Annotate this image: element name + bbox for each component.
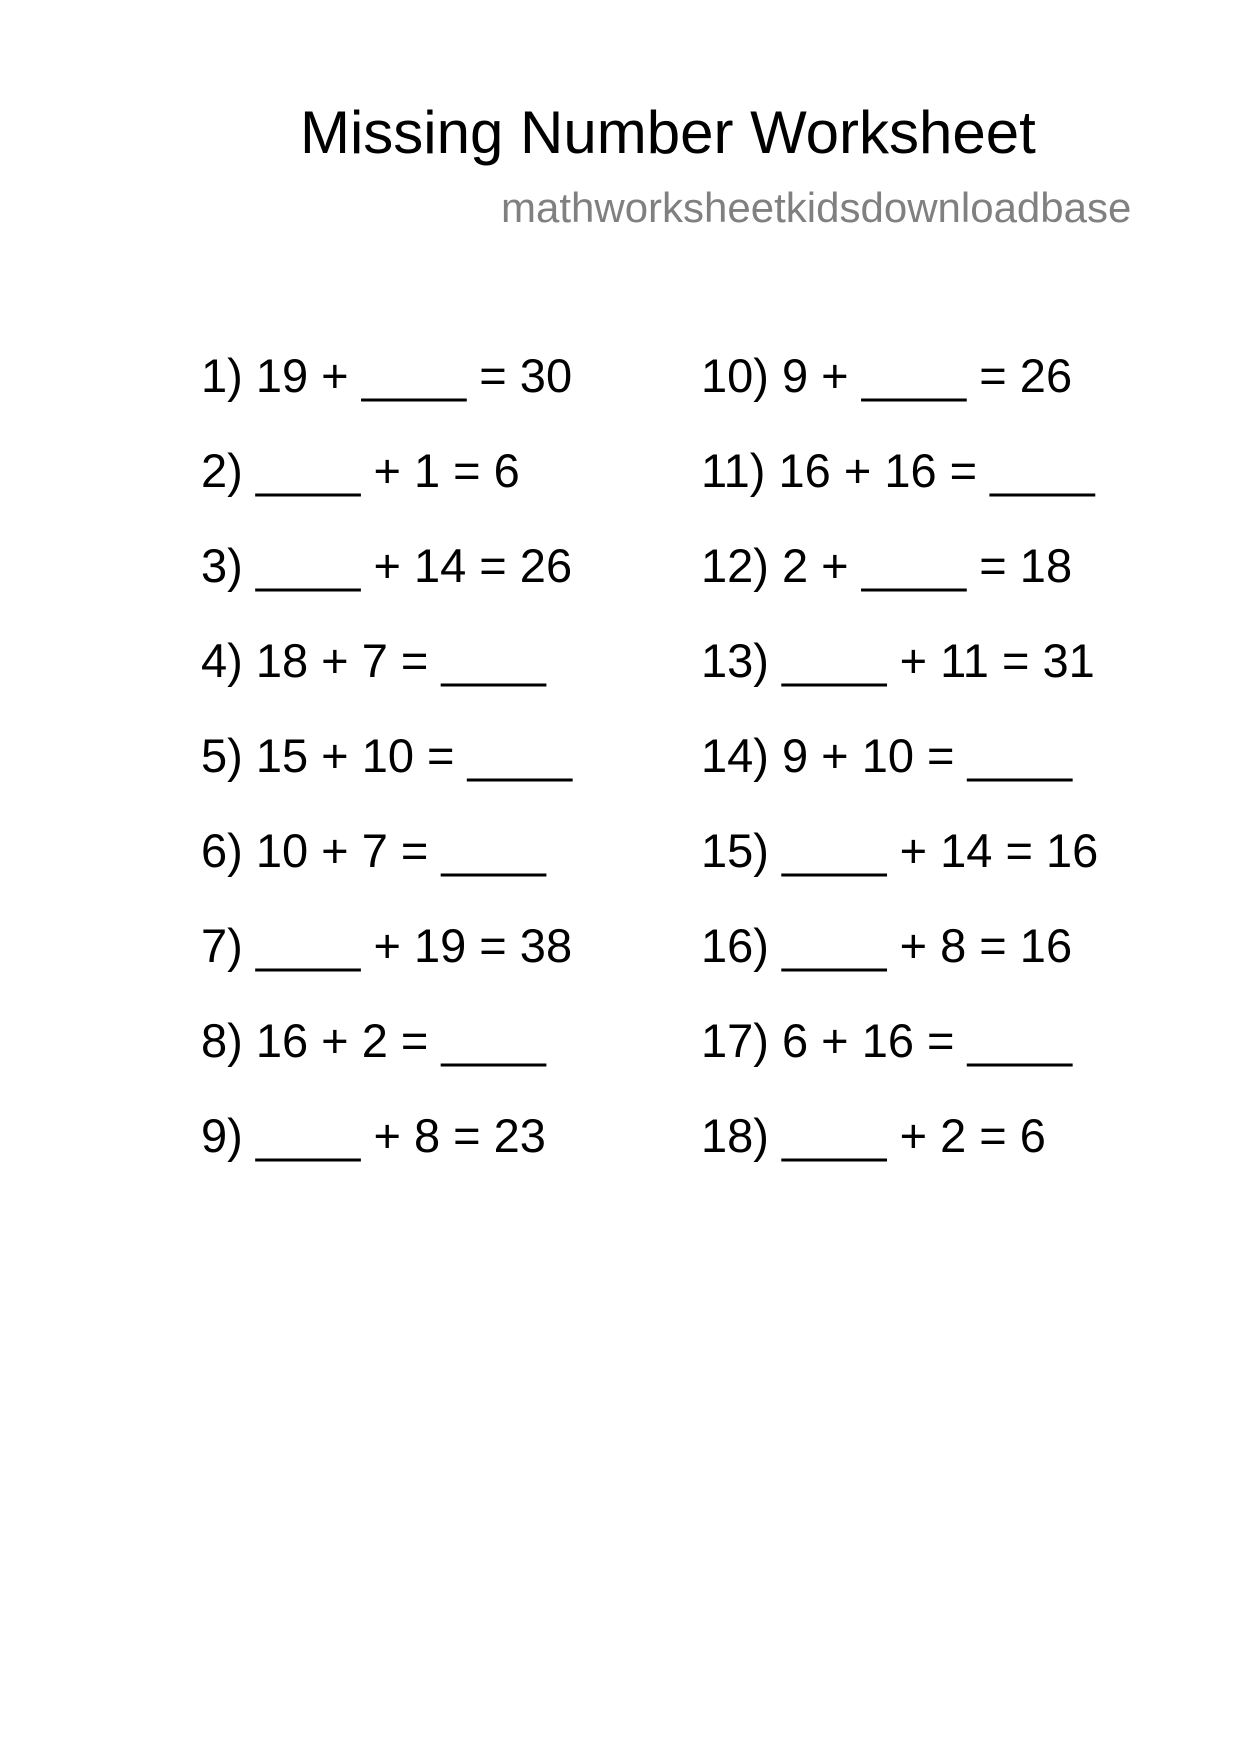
problem-column-right (701, 348, 1098, 1203)
problem-2: 2) ____ + 1 = 6 (201, 444, 520, 497)
problem-5: 5) 15 + 10 = ____ (201, 729, 573, 782)
problem-16: 16) ____ + 8 = 16 (701, 919, 1073, 972)
problem-3: 3) ____ + 14 = 26 (201, 539, 573, 592)
worksheet-source-label: mathworksheetkidsdownloadbase (501, 184, 1132, 231)
problem-10: 10) 9 + ____ = 26 (701, 349, 1073, 402)
problem-9: 9) ____ + 8 = 23 (201, 1109, 546, 1162)
problem-column-left (201, 348, 572, 1203)
problem-8: 8) 16 + 2 = ____ (201, 1014, 546, 1067)
problem-15: 15) ____ + 14 = 16 (701, 824, 1099, 877)
problem-1: 1) 19 + ____ = 30 (201, 349, 573, 402)
problem-11: 11) 16 + 16 = ____ (701, 444, 1095, 497)
worksheet-title: Missing Number Worksheet (300, 99, 1036, 166)
problem-6: 6) 10 + 7 = ____ (201, 824, 546, 877)
problem-14: 14) 9 + 10 = ____ (701, 729, 1073, 782)
problem-13: 13) ____ + 11 = 31 (701, 634, 1095, 687)
problem-17: 17) 6 + 16 = ____ (701, 1014, 1073, 1067)
problem-12: 12) 2 + ____ = 18 (701, 539, 1073, 592)
problem-18: 18) ____ + 2 = 6 (701, 1109, 1046, 1162)
problem-4: 4) 18 + 7 = ____ (201, 634, 546, 687)
problem-7: 7) ____ + 19 = 38 (201, 919, 573, 972)
